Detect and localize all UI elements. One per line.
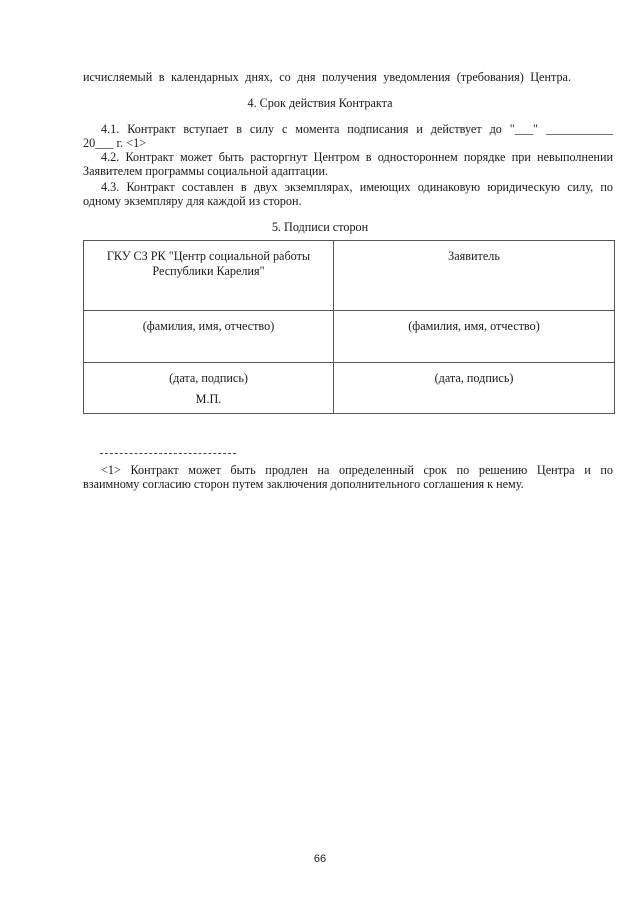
left-signature-cell [84, 363, 334, 414]
table-row-signatures [84, 363, 615, 414]
right-party-cell [334, 241, 615, 311]
footnote-line-2: взаимному согласию сторон путем заключения дополнительного соглашения к нему. [83, 477, 524, 491]
right-fio-cell [334, 311, 615, 363]
clause-4-1-line-2: 20___ г. <1> [83, 136, 147, 150]
right-fio-label: (фамилия, имя, отчество) [408, 319, 540, 333]
clause-4-3-line-1: 4.3. Контракт составлен в двух экземплярах, имеющих одинаковую юридическую силу, по [101, 180, 613, 194]
clause-4-3-line-2: одному экземпляру для каждой из сторон. [83, 194, 302, 208]
right-signature-cell [334, 363, 615, 414]
top-line: исчисляемый в календарных днях, со дня получения уведомления (требования) Центра. [83, 70, 571, 84]
right-party-name: Заявитель [448, 249, 500, 263]
clause-4-1-line-1: 4.1. Контракт вступает в силу с момента подписания и действует до "___" ___________ [101, 122, 613, 136]
left-fio-cell [84, 311, 334, 363]
page-number: 66 [313, 853, 327, 865]
section-5-title: 5. Подписи сторон [271, 220, 369, 234]
stamp-label: М.П. [195, 392, 222, 406]
left-party-name-line-2: Республики Карелия" [152, 264, 265, 278]
left-date-signature-label: (дата, подпись) [169, 371, 248, 385]
section-4-title: 4. Срок действия Контракта [247, 96, 393, 110]
left-fio-label: (фамилия, имя, отчество) [142, 319, 275, 333]
right-date-signature-label: (дата, подпись) [434, 371, 514, 385]
footnote-separator [100, 453, 236, 454]
table-row-parties [84, 241, 615, 311]
table-row-names [84, 311, 615, 363]
footnote-line-1: <1> Контракт может быть продлен на определенный срок по решению Центра и по [101, 463, 613, 477]
signatures-table [83, 240, 615, 414]
left-party-cell [84, 241, 334, 311]
clause-4-2-line-1: 4.2. Контракт может быть расторгнут Центром в одностороннем порядке при невыполнении [101, 150, 613, 164]
left-party-name-line-1: ГКУ СЗ РК "Центр социальной работы [106, 249, 311, 263]
clause-4-2-line-2: Заявителем программы социальной адаптации. [83, 164, 329, 178]
